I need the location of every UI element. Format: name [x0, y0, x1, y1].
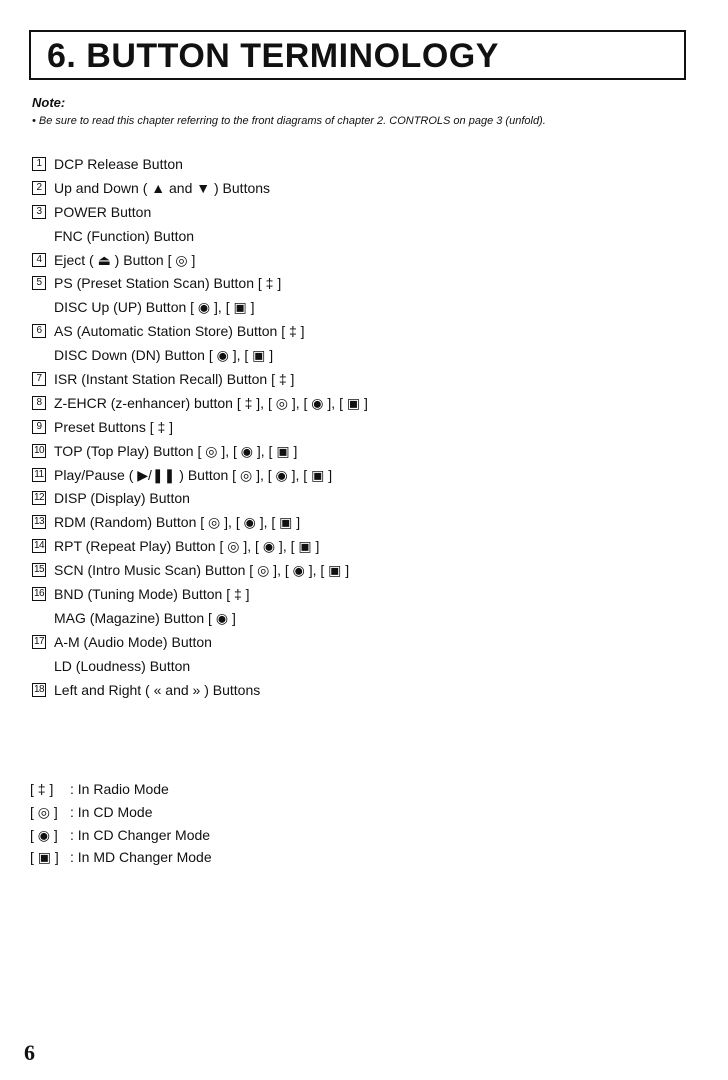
- legend-text: : In MD Changer Mode: [70, 849, 212, 866]
- item-number-box: 2: [32, 181, 46, 195]
- item-text: FNC (Function) Button: [54, 227, 195, 244]
- legend-text: : In CD Mode: [70, 803, 153, 820]
- item-text: DISC Up (UP) Button [ ◉ ], [ ▣ ]: [54, 299, 255, 316]
- item-number-box: 14: [33, 540, 45, 552]
- item-text: MAG (Magazine) Button [ ◉ ]: [54, 609, 236, 626]
- item-text: DISP (Display) Button: [54, 490, 190, 507]
- legend-text: : In CD Changer Mode: [70, 826, 211, 843]
- item-text: DISC Down (DN) Button [ ◉ ], [ ▣ ]: [54, 347, 274, 364]
- item-text: DCP Release Button: [54, 156, 183, 172]
- page-title: 6. BUTTON TERMINOLOGY: [47, 37, 499, 75]
- item-text: ISR (Instant Station Recall) Button [ ‡ ]: [54, 371, 295, 388]
- item-number-box: 6: [32, 324, 46, 338]
- item-text: Z-EHCR (z-enhancer) button [ ‡ ], [ ◎ ], [ ◉ ], [ ▣ ]: [54, 394, 368, 411]
- item-text: TOP (Top Play) Button [ ◎ ], [ ◉ ], [ ▣ ]: [54, 442, 298, 459]
- mode-symbol-icon: [ ‡ ]: [30, 781, 54, 797]
- item-text: RDM (Random) Button [ ◎ ], [ ◉ ], [ ▣ ]: [54, 514, 301, 531]
- item-number-box: 17: [33, 635, 45, 647]
- item-text: A-M (Audio Mode) Button: [54, 633, 212, 650]
- item-number-box: 11: [32, 468, 46, 482]
- mode-symbol-icon: [ ◉ ]: [30, 826, 58, 843]
- item-number-box: 12: [33, 492, 45, 504]
- item-text: SCN (Intro Music Scan) Button [ ◎ ], [ ◉ ], [ ▣ ]: [54, 562, 350, 579]
- mode-symbol-icon: [ ▣ ]: [30, 849, 59, 866]
- item-number-box: 8: [32, 396, 46, 410]
- item-number-box: 13: [33, 516, 45, 528]
- item-text: POWER Button: [54, 203, 152, 220]
- item-number-box: 16: [33, 588, 45, 600]
- item-text: RPT (Repeat Play) Button [ ◎ ], [ ◉ ], [ ▣ ]: [54, 538, 320, 555]
- item-text: Play/Pause ( ▶/❚❚ ) Button [ ◎ ], [ ◉ ], [ ▣ ]: [54, 466, 333, 483]
- item-number-box: 1: [32, 157, 46, 171]
- item-number-box: 7: [32, 372, 46, 386]
- item-number-box: 10: [33, 444, 45, 456]
- item-number-box: 9: [32, 420, 46, 434]
- item-text: Eject ( ⏏ ) Button [ ◎ ]: [54, 251, 196, 268]
- title-box: [29, 30, 686, 80]
- item-number-box: 3: [32, 205, 46, 219]
- note-heading: Note:: [32, 95, 66, 110]
- item-number-box: 18: [33, 683, 45, 695]
- item-text: Preset Buttons [ ‡ ]: [54, 418, 174, 435]
- item-text: LD (Loudness) Button: [54, 657, 191, 674]
- item-number-box: 15: [33, 564, 45, 576]
- item-text: BND (Tuning Mode) Button [ ‡ ]: [54, 586, 250, 603]
- item-number-box: 4: [32, 253, 46, 267]
- item-text: PS (Preset Station Scan) Button [ ‡ ]: [54, 275, 282, 292]
- item-text: Up and Down ( ▲ and ▼ ) Buttons: [54, 179, 271, 196]
- note-text: • Be sure to read this chapter referring to the front diagrams of chapter 2. CONTROLS on page 3 (unfold).: [32, 115, 546, 127]
- mode-symbol-icon: [ ◎ ]: [30, 803, 58, 820]
- item-text: AS (Automatic Station Store) Button [ ‡ ]: [54, 323, 305, 340]
- item-text: Left and Right ( « and » ) Buttons: [54, 681, 261, 698]
- item-number-box: 5: [32, 276, 46, 290]
- page-number: 6: [24, 1040, 35, 1065]
- legend-text: : In Radio Mode: [70, 781, 169, 797]
